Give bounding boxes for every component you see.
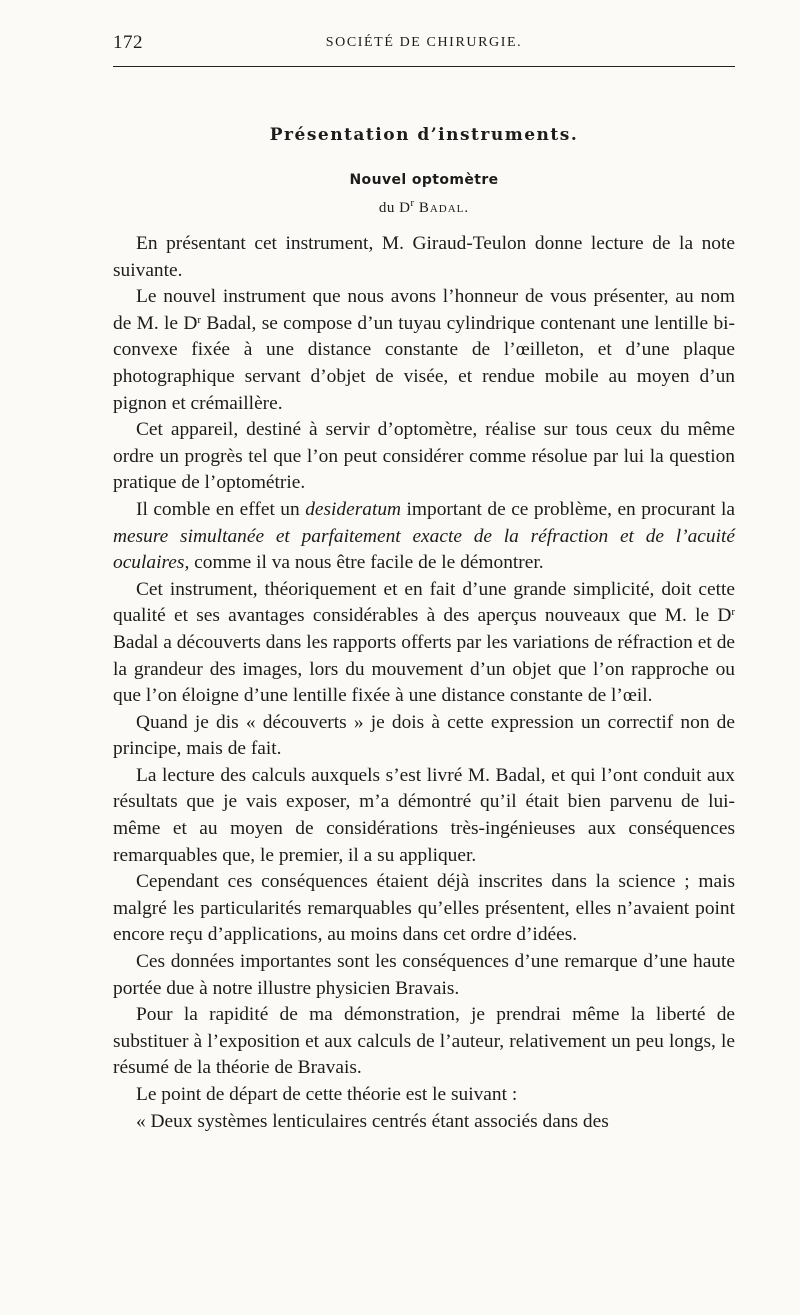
paragraph-8: Cependant ces conséquences étaient déjà inscrites dans la science ; mais malgré les particularités remarquables qu’elles présentent, elles n’avaient point encore reçu d’applications, au moins dans cet ordre d’idées. <box>113 871 735 946</box>
journal-title: SOCIÉTÉ DE CHIRURGIE. <box>325 35 523 50</box>
paragraph-4-italic-1: desideratum <box>305 498 402 520</box>
paragraph-5-text-b: Badal a découverts dans les rapports offerts par les variations de réfraction et de la grandeur des images, lors du mouvement d’un objet que l’on rapproche ou que l’on éloigne d’une lentille fixée à une distance constante de l’œil. <box>113 631 735 707</box>
author-prefix: du D <box>378 200 411 216</box>
paragraph-6: Quand je dis « découverts » je dois à cette expression un correctif non de principe, mais de fait. <box>113 711 735 760</box>
paragraph-5 <box>113 577 735 710</box>
paragraph-4-text-b: important de ce problème, en procurant la <box>401 498 736 520</box>
paragraph-9: Ces données importantes sont les conséquences d’une remarque d’une haute portée due à notre illustre physicien Bravais. <box>113 951 735 999</box>
paragraph-2-text-a: Le nouvel instrument que nous avons l’honneur de vous présenter, au nom de M. le D <box>113 286 735 334</box>
article-author <box>113 197 735 217</box>
article-title: Nouvel optomètre <box>349 172 499 188</box>
paragraph-2-text-b: Badal, se compose d’un tuyau cylindrique contenant une lentille bi-convexe fixée à une distance constante de l’œilleton, et d’une plaque photographique servant d’objet de visée, et rendue mobile au moyen d’un pignon et crémaillère. <box>113 312 736 414</box>
header-rule <box>113 66 735 67</box>
author-name: Badal. <box>418 200 470 216</box>
paragraph-2-sup: r <box>197 313 202 326</box>
paragraph-4 <box>113 497 735 577</box>
page-number: 172 <box>113 32 143 53</box>
paragraph-2 <box>113 284 735 417</box>
section-title: Présentation d’instruments. <box>269 125 579 145</box>
paragraph-4-text-c: comme il va nous être facile de le démontrer. <box>189 552 544 574</box>
paragraph-12: « Deux systèmes lenticulaires centrés étant associés dans des <box>136 1110 609 1132</box>
article-body <box>113 231 735 1135</box>
paragraph-5-text-a: Cet instrument, théoriquement et en fait d’une grande simplicité, doit cette qualité et ses avantages considérables à des aperçus nouveaux que M. le D <box>113 578 735 627</box>
paragraph-10: Pour la rapidité de ma démonstration, je prendrai même la liberté de substituer à l’exposition et aux calculs de l’auteur, relativement un peu longs, le résumé de la théorie de Bravais. <box>113 1004 735 1079</box>
author-prefix-sup: r <box>410 197 415 209</box>
paragraph-5-sup: r <box>731 606 735 619</box>
paragraph-4-text-a: Il comble en effet un <box>136 498 306 520</box>
paragraph-4-italic-2: mesure simultanée et parfaitement exacte de la réfraction et de l’acuité oculaires, <box>113 525 735 574</box>
paragraph-7: La lecture des calculs auxquels s’est livré M. Badal, et qui l’ont conduit aux résultats que je vais exposer, m’a démontré qu’il était bien parvenu de lui-même et au moyen de considérations très-ingénieuses aux conséquences remarquables que, le premier, il a su appliquer. <box>113 764 735 866</box>
paragraph-11: Le point de départ de cette théorie est le suivant : <box>136 1084 518 1105</box>
paragraph-3: Cet appareil, destiné à servir d’optomètre, réalise sur tous ceux du même ordre un progrès tel que l’on peut considérer comme résolue par lui la question pratique de l’optométrie. <box>113 419 735 494</box>
running-head <box>113 32 735 56</box>
paragraph-1: En présentant cet instrument, M. Giraud-Teulon donne lecture de la note suivante. <box>113 233 735 281</box>
